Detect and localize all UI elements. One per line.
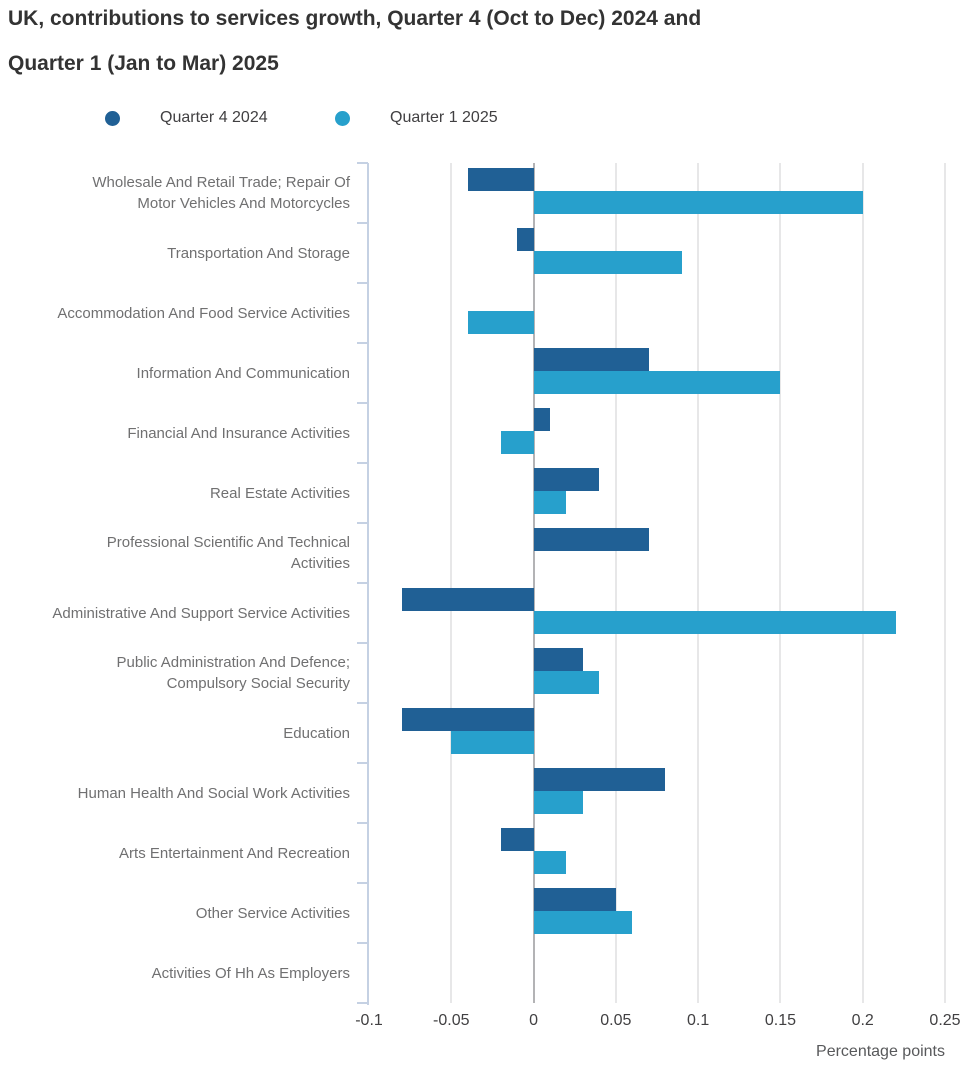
x-axis-tick-label: 0.05: [600, 1012, 632, 1029]
category-label: Accommodation And Food Service Activities: [57, 304, 350, 322]
gridline: [862, 163, 864, 1003]
y-axis-tick: [357, 822, 368, 824]
bar-quarter-4-2024: [402, 588, 534, 611]
category-label: Education: [283, 724, 350, 742]
bar-quarter-1-2025: [534, 371, 781, 394]
bar-quarter-4-2024: [534, 408, 550, 431]
bar-quarter-1-2025: [534, 251, 682, 274]
x-axis-title: Percentage points: [816, 1043, 945, 1060]
bar-quarter-1-2025: [534, 191, 863, 214]
x-axis-tick-label: 0.25: [929, 1012, 961, 1029]
bar-quarter-1-2025: [534, 791, 583, 814]
bar-quarter-1-2025: [501, 431, 534, 454]
bar-quarter-1-2025: [534, 611, 896, 634]
bar-quarter-4-2024: [534, 528, 649, 551]
category-label: Public Administration And Defence; Compulsory Social Security: [116, 654, 350, 692]
y-axis-tick: [357, 522, 368, 524]
legend-item-quarter-4-2024: [105, 105, 268, 131]
bar-quarter-4-2024: [534, 648, 583, 671]
chart-title-line-1: UK, contributions to services growth, Quarter 4 (Oct to Dec) 2024 and: [8, 7, 702, 30]
category-label: Professional Scientific And Technical Activities: [106, 534, 350, 572]
bar-quarter-4-2024: [534, 468, 600, 491]
x-axis-tick-label: -0.1: [355, 1012, 383, 1029]
bar-quarter-4-2024: [501, 828, 534, 851]
category-label: Administrative And Support Service Activities: [52, 604, 350, 622]
x-axis-tick-label: 0: [529, 1012, 539, 1029]
y-axis-tick: [357, 462, 368, 464]
x-axis-tick-label: 0.1: [687, 1012, 710, 1029]
y-axis-tick: [357, 642, 368, 644]
bar-quarter-1-2025: [534, 851, 567, 874]
category-label: Transportation And Storage: [167, 244, 350, 262]
bar-quarter-4-2024: [534, 768, 666, 791]
bar-quarter-1-2025: [468, 311, 534, 334]
gridline: [450, 163, 452, 1003]
y-axis-tick: [357, 882, 368, 884]
category-label: Financial And Insurance Activities: [127, 424, 350, 442]
y-axis-tick: [357, 162, 368, 164]
y-axis-tick: [357, 282, 368, 284]
category-label: Human Health And Social Work Activities: [77, 784, 350, 802]
bar-quarter-1-2025: [534, 671, 600, 694]
legend-marker-icon: [335, 111, 350, 126]
gridline: [944, 163, 946, 1003]
bar-quarter-4-2024: [517, 228, 533, 251]
y-axis-tick: [357, 222, 368, 224]
bar-quarter-4-2024: [468, 168, 534, 191]
y-axis-tick: [357, 942, 368, 944]
category-label: Information And Communication: [136, 364, 350, 382]
x-axis-tick-label: -0.05: [433, 1012, 470, 1029]
bar-quarter-1-2025: [451, 731, 533, 754]
legend: [105, 105, 705, 131]
legend-item-quarter-1-2025: [335, 105, 498, 131]
plot-area: [369, 163, 945, 1003]
bar-quarter-1-2025: [534, 491, 567, 514]
category-axis: [0, 163, 350, 1003]
legend-label: Quarter 1 2025: [390, 109, 498, 126]
x-axis-tick-label: 0.15: [764, 1012, 796, 1029]
legend-marker-icon: [105, 111, 120, 126]
y-axis-line: [367, 163, 369, 1005]
y-axis-tick: [357, 582, 368, 584]
y-axis-tick: [357, 702, 368, 704]
category-label: Real Estate Activities: [209, 484, 350, 502]
chart-title: [8, 6, 878, 77]
y-axis-tick: [357, 402, 368, 404]
bar-quarter-4-2024: [534, 348, 649, 371]
x-axis-tick-label: 0.2: [851, 1012, 874, 1029]
legend-label: Quarter 4 2024: [160, 109, 268, 126]
category-label: Arts Entertainment And Recreation: [119, 844, 350, 862]
category-label: Wholesale And Retail Trade; Repair Of Motor Vehicles And Motorcycles: [92, 174, 350, 212]
bar-quarter-1-2025: [534, 911, 633, 934]
gridline: [697, 163, 699, 1003]
y-axis-tick: [357, 1002, 368, 1004]
bar-quarter-4-2024: [402, 708, 534, 731]
y-axis-tick: [357, 342, 368, 344]
gridline: [779, 163, 781, 1003]
zero-gridline: [533, 163, 535, 1003]
chart-title-line-2: Quarter 1 (Jan to Mar) 2025: [8, 52, 279, 75]
bar-quarter-4-2024: [534, 888, 616, 911]
category-label: Activities Of Hh As Employers: [151, 964, 350, 982]
category-label: Other Service Activities: [195, 904, 350, 922]
y-axis-tick: [357, 762, 368, 764]
gridline: [615, 163, 617, 1003]
